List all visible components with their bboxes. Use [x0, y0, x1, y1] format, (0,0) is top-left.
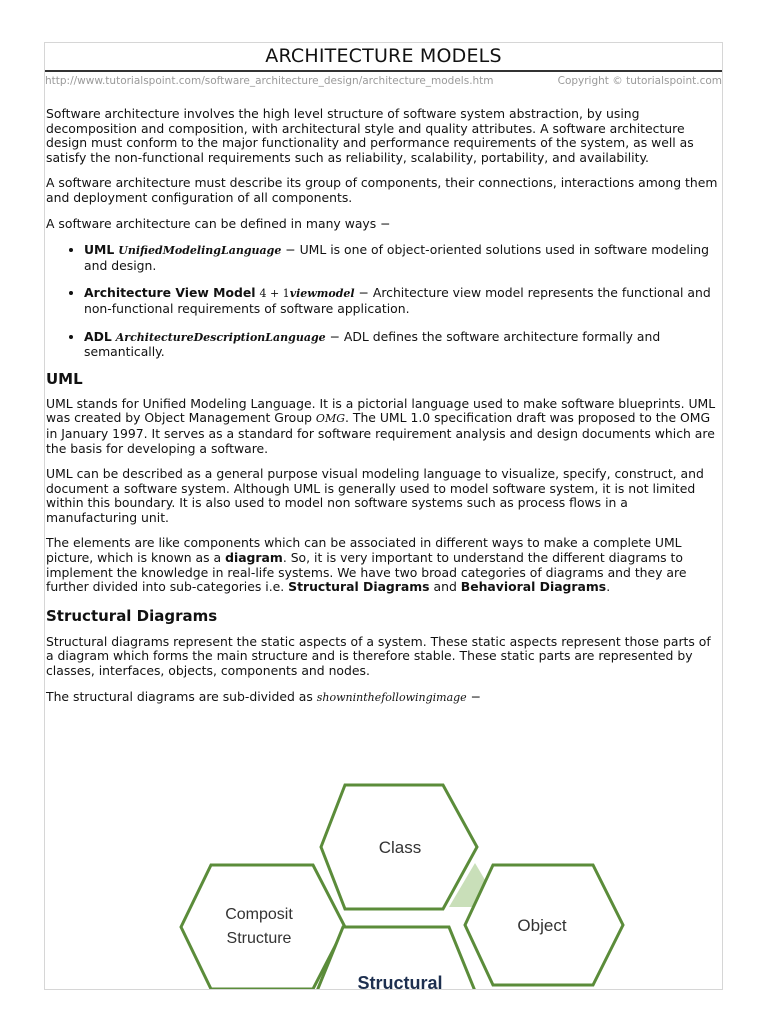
- structural-term: Structural Diagrams: [288, 579, 430, 595]
- structural-diagram-image: [45, 777, 723, 990]
- term-view-model: Architecture View Model: [84, 285, 256, 301]
- hex-composit-label-1: Composit: [225, 906, 293, 923]
- omg-abbrev: OMG: [315, 412, 345, 426]
- article-body: [45, 91, 722, 705]
- desc-adl: − ADL defines the software architecture formally and semantically.: [84, 328, 661, 360]
- expansion-uml: UnifiedModelingLanguage: [118, 244, 282, 258]
- uml-paragraph-1: UML stands for Unified Modeling Language. It is a pictorial language used to make software blueprints. UML was created by Object Management Group OMG. The UML 1.0 specification draft was proposed to the OMG in January 1997. It serves as a standard for software requirement analysis and design documents which are the basis for developing a software.: [46, 395, 716, 456]
- copyright-text: Copyright © tutorialspoint.com: [557, 75, 722, 87]
- expansion-adl: ArchitectureDescriptionLanguage: [115, 330, 326, 344]
- hex-structural-label: Structural: [357, 973, 443, 991]
- desc-uml: − UML is one of object-oriented solutions used in software modeling and design.: [84, 242, 709, 273]
- structural-paragraph-1: Structural diagrams represent the static aspects of a system. These static aspects represent those parts of a diagram which forms the main structure and is therefore stable. These static parts are represented by classes, interfaces, objects, components and nodes.: [46, 633, 711, 679]
- list-item-adl: [84, 330, 721, 360]
- definition-list: [46, 243, 721, 360]
- term-uml: UML: [84, 242, 115, 258]
- source-url[interactable]: http://www.tutorialspoint.com/software_architecture_design/architecture_models.htm: [45, 75, 494, 87]
- hex-class-label: Class: [378, 838, 422, 857]
- expansion-num-view-model: 4 + 1: [259, 287, 290, 301]
- diagram-term: diagram: [225, 550, 283, 566]
- intro-paragraph-2: A software architecture must describe its group of components, their connections, interactions among them and deployment configuration of all components.: [46, 175, 718, 205]
- term-adl: ADL: [84, 328, 112, 344]
- structural-paragraph-2: The structural diagrams are sub-divided as showninthefollowingimage −: [46, 688, 482, 704]
- hex-composit-structure: [181, 865, 345, 989]
- list-item-uml: [84, 243, 721, 273]
- image-note: showninthefollowingimage: [316, 690, 467, 704]
- uml-paragraph-2: UML can be described as a general purpose visual modeling language to visualize, specify, construct, and document a software system. Although UML is generally used to model software system, it is not limited within this boundary. It is also used to model non software systems such as process flows in a manufacturing unit.: [46, 466, 704, 525]
- intro-paragraph-1: Software architecture involves the high level structure of software system abstraction, by using decomposition and composition, with architectural style and quality attributes. A software architecture design must conform to the major functionality and performance requirements of the system, as well as satisfy the non-functional requirements such as reliability, scalability, portability, and availability.: [46, 106, 694, 165]
- document-page: [44, 42, 723, 990]
- structural-heading: Structural Diagrams: [46, 606, 218, 625]
- desc-view-model: − Architecture view model represents the functional and non-functional requirements of software application.: [84, 285, 711, 316]
- expansion-view-model: viewmodel: [289, 287, 355, 301]
- page-title: ARCHITECTURE MODELS: [265, 45, 502, 67]
- source-bar: [45, 72, 722, 91]
- list-item-view-model: [84, 286, 721, 316]
- intro-paragraph-3: A software architecture can be defined in many ways −: [46, 215, 391, 231]
- uml-heading: UML: [46, 369, 83, 388]
- hex-composit-label-2: Structure: [226, 930, 292, 947]
- hex-object-label: Object: [517, 916, 567, 935]
- uml-paragraph-3: The elements are like components which can be associated in different ways to make a complete UML picture, which is known as a diagram. So, it is very important to understand the different diagrams to implement the knowledge in real-life systems. We have two broad categories of diagrams and they are further divided into sub-categories i.e. Structural Diagrams and Behavioral Diagrams.: [46, 535, 687, 595]
- behavioral-term: Behavioral Diagrams: [460, 579, 607, 595]
